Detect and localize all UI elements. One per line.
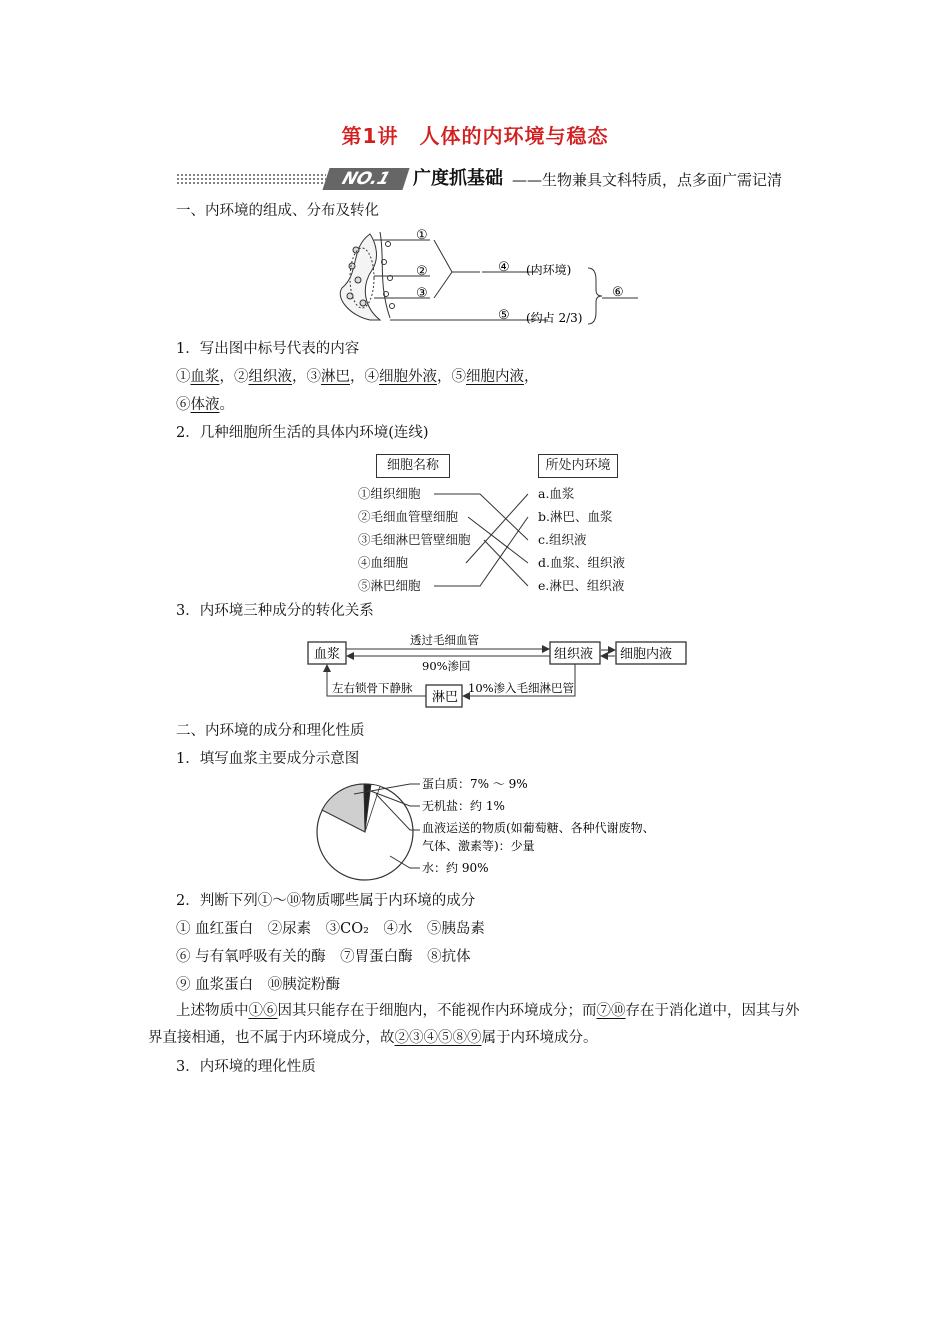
banner-dots — [176, 173, 326, 185]
section-banner — [176, 166, 836, 194]
match-line-3 — [484, 540, 528, 586]
para-text: 上述物质中 — [176, 1003, 249, 1019]
label-3: ③ — [416, 286, 428, 301]
section-heading-1: 一、内环境的组成、分布及转化 — [176, 203, 379, 219]
answer-line-2 — [176, 394, 234, 416]
answer-number: ② — [234, 369, 249, 385]
answer-separator: ， — [292, 369, 307, 385]
para-text: 存在于消化道中，因其与外界直接相通，也不属于内环境成分，故 — [148, 1003, 800, 1046]
banner-subtitle: ——生物兼具文科特质，点多面广需记清 — [512, 171, 783, 189]
page-title: 第1讲 人体的内环境与稳态 — [341, 124, 609, 148]
match-left-2: ②毛细血管壁细胞 — [358, 509, 459, 524]
answer-paragraph — [148, 998, 808, 1052]
match-left-1: ①组织细胞 — [358, 486, 421, 501]
answer-number: ① — [176, 369, 191, 385]
answer-blank: 细胞内液 — [466, 369, 524, 385]
para-answer-3: ②③④⑤⑧⑨ — [394, 1030, 482, 1046]
answer-number: ⑥ — [176, 397, 191, 413]
label-4: ④ — [498, 260, 510, 275]
answer-number: ④ — [364, 369, 379, 385]
label-4-note: (内环境) — [526, 263, 572, 277]
pie-label-salt: 无机盐：约 1% — [422, 799, 505, 813]
label-5: ⑤ — [498, 308, 510, 323]
answer-blank: 体液 — [190, 397, 220, 413]
question-1-2: 2．几种细胞所生活的具体内环境(连线) — [176, 425, 429, 441]
pie-label-transport-2: 气体、激素等)：少量 — [422, 839, 535, 853]
match-left-3: ③毛细淋巴管壁细胞 — [358, 532, 471, 547]
match-right-e: e.淋巴、组织液 — [538, 578, 625, 593]
answer-blank: 血浆 — [190, 369, 220, 385]
answer-number: ⑤ — [451, 369, 466, 385]
answer-blank: 淋巴 — [321, 369, 350, 385]
match-line-1 — [434, 494, 528, 540]
para-answer-1: ①⑥ — [248, 1003, 278, 1019]
match-line-2 — [468, 517, 528, 563]
items-line-2: ⑥ 与有氧呼吸有关的酶 ⑦胃蛋白酶 ⑧抗体 — [176, 949, 471, 965]
answer-blank: 细胞外液 — [379, 369, 437, 385]
intracellular-label: 细胞内液 — [620, 647, 673, 662]
match-line-4 — [466, 494, 528, 563]
flow-label-mid: 90%渗回 — [422, 659, 471, 673]
flow-label-right-bottom: 10%渗入毛细淋巴管 — [468, 681, 575, 695]
banner-badge: NO.1 — [322, 168, 409, 190]
match-right-header: 所处内环境 — [538, 454, 618, 478]
lymph-label: 淋巴 — [432, 690, 459, 705]
section-heading-2: 二、内环境的成分和理化性质 — [176, 723, 365, 739]
answer-line-1 — [176, 366, 539, 388]
plasma-label: 血浆 — [314, 647, 341, 662]
match-left-5: ⑤淋巴细胞 — [358, 578, 421, 593]
answer-blank: 组织液 — [248, 369, 292, 385]
flow-diagram — [300, 630, 690, 710]
answer-separator: 。 — [219, 397, 234, 413]
question-2-2: 2．判断下列①～⑩物质哪些属于内环境的成分 — [176, 893, 476, 909]
question-1-3: 3．内环境三种成分的转化关系 — [176, 603, 374, 619]
banner-title: 广度抓基础 — [413, 168, 503, 189]
match-lines — [420, 484, 540, 596]
para-answer-2: ⑦⑩ — [596, 1003, 626, 1019]
pie-label-protein: 蛋白质：7% ～ 9% — [422, 777, 528, 791]
answer-separator: ， — [350, 369, 365, 385]
flow-label-left-bottom: 左右锁骨下静脉 — [332, 681, 413, 695]
items-line-1: ① 血红蛋白 ②尿素 ③CO₂ ④水 ⑤胰岛素 — [176, 921, 485, 937]
match-left-header: 细胞名称 — [376, 454, 450, 478]
tissue-fluid-label: 组织液 — [554, 647, 594, 662]
pie-label-transport-1: 血液运送的物质(如葡萄糖、各种代谢废物、 — [422, 821, 655, 835]
match-right-d: d.血浆、组织液 — [538, 555, 625, 570]
pie-label-water: 水：约 90% — [422, 861, 489, 875]
answer-separator: ， — [524, 369, 539, 385]
label-6: ⑥ — [612, 285, 624, 300]
para-text: 属于内环境成分。 — [481, 1030, 598, 1046]
body-fluid-diagram — [330, 228, 650, 328]
flow-label-top: 透过毛细血管 — [410, 633, 479, 647]
para-text: 因其只能存在于细胞内，不能视作内环境成分；而 — [277, 1003, 597, 1019]
match-right-c: c.组织液 — [538, 532, 587, 547]
label-1: ① — [416, 228, 428, 243]
question-2-3: 3．内环境的理化性质 — [176, 1059, 316, 1075]
answer-number: ③ — [306, 369, 321, 385]
answer-separator: ， — [437, 369, 452, 385]
question-1-1: 1．写出图中标号代表的内容 — [176, 341, 360, 357]
answer-separator: ， — [219, 369, 234, 385]
items-line-3: ⑨ 血浆蛋白 ⑩胰淀粉酶 — [176, 977, 341, 993]
question-2-1: 1．填写血浆主要成分示意图 — [176, 751, 360, 767]
label-2: ② — [416, 264, 428, 279]
plasma-pie-chart — [310, 772, 690, 882]
match-right-a: a.血浆 — [538, 486, 575, 501]
match-left-4: ④血细胞 — [358, 555, 409, 570]
label-5-note: (约占 2/3) — [526, 311, 583, 325]
match-right-b: b.淋巴、血浆 — [538, 509, 613, 524]
